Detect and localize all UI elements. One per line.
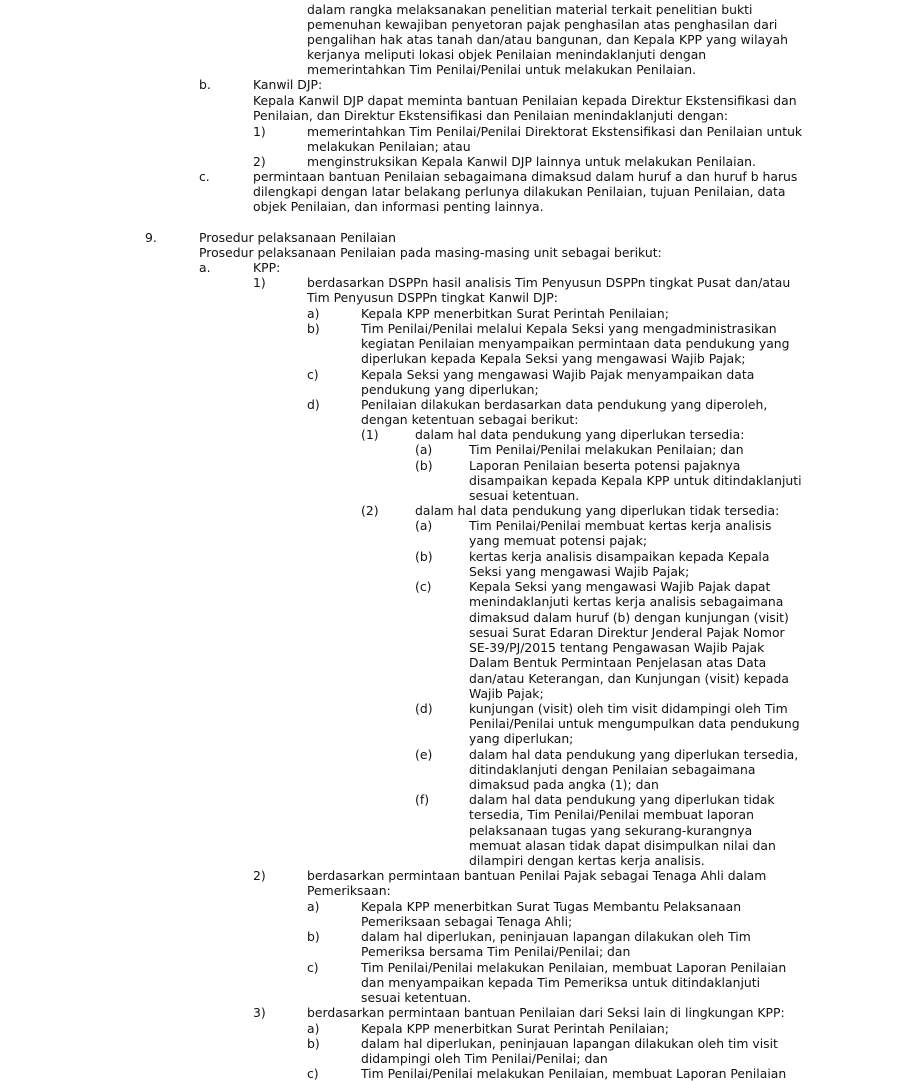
- list-marker: (f): [415, 792, 430, 807]
- line-text: Tim Penilai/Penilai membuat kertas kerja analisis: [469, 518, 772, 533]
- line-text: ditindaklanjuti dengan Penilaian sebagaimana: [469, 762, 756, 777]
- list-marker: a): [307, 306, 320, 321]
- line-text: didampingi oleh Tim Penilai/Penilai; dan: [361, 1051, 608, 1066]
- line-text: Tim Penilai/Penilai melakukan Penilaian, membuat Laporan Penilaian: [361, 960, 787, 975]
- line-text: Penilaian, dan Direktur Ekstensifikasi dan Penilaian menindaklanjuti dengan:: [253, 108, 729, 123]
- line-text: dengan ketentuan sebagai berikut:: [361, 412, 579, 427]
- line-text: Pemeriksaan:: [307, 883, 391, 898]
- line-text: dalam hal diperlukan, peninjauan lapangan dilakukan oleh Tim: [361, 929, 751, 944]
- list-marker: (c): [415, 579, 432, 594]
- line-text: objek Penilaian, dan informasi penting lainnya.: [253, 199, 544, 214]
- line-text: dilampiri dengan kertas kerja analisis.: [469, 853, 705, 868]
- line-text: dimaksud dalam huruf (b) dengan kunjungan (visit): [469, 610, 789, 625]
- line-text: memerintahkan Tim Penilai/Penilai untuk melakukan Penilaian.: [307, 62, 697, 77]
- line-text: dilengkapi dengan latar belakang perlunya dilakukan Penilaian, tujuan Penilaian, data: [253, 184, 786, 199]
- line-text: yang memuat potensi pajak;: [469, 533, 648, 548]
- line-text: berdasarkan DSPPn hasil analisis Tim Penyusun DSPPn tingkat Pusat dan/atau: [307, 275, 791, 290]
- line-text: Prosedur pelaksanaan Penilaian pada masing-masing unit sebagai berikut:: [199, 245, 662, 260]
- list-marker: (b): [415, 549, 433, 564]
- line-text: menindaklanjuti kertas kerja analisis sebagaimana: [469, 594, 784, 609]
- line-text: pendukung yang diperlukan;: [361, 382, 539, 397]
- line-text: Tim Penilai/Penilai melakukan Penilaian; dan: [469, 442, 744, 457]
- list-marker: (d): [415, 701, 433, 716]
- line-text: kertas kerja analisis disampaikan kepada Kepala: [469, 549, 770, 564]
- list-marker: b): [307, 929, 320, 944]
- line-text: dan/atau Keterangan, dan Kunjungan (visit) kepada: [469, 671, 789, 686]
- line-text: berdasarkan permintaan bantuan Penilaian dari Seksi lain di lingkungan KPP:: [307, 1005, 785, 1020]
- list-marker: (1): [361, 427, 379, 442]
- line-text: Pemeriksaan sebagai Tenaga Ahli;: [361, 914, 573, 929]
- line-text: pemenuhan kewajiban penyetoran pajak penghasilan atas penghasilan dari: [307, 17, 778, 32]
- list-marker: 2): [253, 868, 266, 883]
- line-text: kegiatan Penilaian menyampaikan permintaan data pendukung yang: [361, 336, 790, 351]
- line-text: Pemeriksa bersama Tim Penilai/Penilai; dan: [361, 944, 631, 959]
- line-text: Prosedur pelaksanaan Penilaian: [199, 230, 396, 245]
- list-marker: (a): [415, 518, 433, 533]
- line-text: dalam hal data pendukung yang diperlukan tersedia,: [469, 747, 799, 762]
- line-text: Kepala KPP menerbitkan Surat Perintah Penilaian;: [361, 1021, 669, 1036]
- line-text: pelaksanaan tugas yang sekurang-kurangnya: [469, 823, 753, 838]
- line-text: dalam hal data pendukung yang diperlukan tersedia:: [415, 427, 745, 442]
- line-text: pengalihan hak atas tanah dan/atau bangunan, dan Kepala KPP yang wilayah: [307, 32, 788, 47]
- line-text: yang diperlukan;: [469, 731, 574, 746]
- line-text: Tim Penilai/Penilai melakukan Penilaian, membuat Laporan Penilaian: [361, 1066, 787, 1081]
- list-marker: 9.: [145, 230, 157, 245]
- line-text: Tim Penilai/Penilai melalui Kepala Seksi yang mengadministrasikan: [361, 321, 777, 336]
- line-text: dalam hal diperlukan, peninjauan lapangan dilakukan oleh tim visit: [361, 1036, 778, 1051]
- line-text: Kepala KPP menerbitkan Surat Tugas Membantu Pelaksanaan: [361, 899, 742, 914]
- line-text: kerjanya meliputi lokasi objek Penilaian menindaklanjuti dengan: [307, 47, 707, 62]
- line-text: Kepala Seksi yang mengawasi Wajib Pajak dapat: [469, 579, 771, 594]
- list-marker: a): [307, 899, 320, 914]
- line-text: diperlukan kepada Kepala Seksi yang mengawasi Wajib Pajak;: [361, 351, 746, 366]
- line-text: berdasarkan permintaan bantuan Penilai Pajak sebagai Tenaga Ahli dalam: [307, 868, 767, 883]
- line-text: Dalam Bentuk Permintaan Penjelasan atas Data: [469, 655, 767, 670]
- list-marker: 2): [253, 154, 266, 169]
- list-marker: (b): [415, 458, 433, 473]
- line-text: Kepala Seksi yang mengawasi Wajib Pajak menyampaikan data: [361, 367, 755, 382]
- list-marker: (a): [415, 442, 433, 457]
- line-text: Kepala KPP menerbitkan Surat Perintah Penilaian;: [361, 306, 669, 321]
- line-text: dalam rangka melaksanakan penelitian material terkait penelitian bukti: [307, 2, 753, 17]
- line-text: dimaksud pada angka (1); dan: [469, 777, 659, 792]
- list-marker: 1): [253, 275, 266, 290]
- line-text: dalam hal data pendukung yang diperlukan tidak tersedia:: [415, 503, 780, 518]
- line-text: Wajib Pajak;: [469, 686, 544, 701]
- line-text: sesuai Surat Edaran Direktur Jenderal Pajak Nomor: [469, 625, 785, 640]
- list-marker: a): [307, 1021, 320, 1036]
- line-text: menginstruksikan Kepala Kanwil DJP lainnya untuk melakukan Penilaian.: [307, 154, 756, 169]
- line-text: Kanwil DJP:: [253, 77, 323, 92]
- list-marker: d): [307, 397, 320, 412]
- line-text: SE-39/PJ/2015 tentang Pengawasan Wajib Pajak: [469, 640, 765, 655]
- line-text: tersedia, Tim Penilai/Penilai membuat laporan: [469, 807, 754, 822]
- list-marker: (2): [361, 503, 379, 518]
- line-text: Kepala Kanwil DJP dapat meminta bantuan Penilaian kepada Direktur Ekstensifikasi dan: [253, 93, 797, 108]
- list-marker: c): [307, 960, 319, 975]
- list-marker: 3): [253, 1005, 266, 1020]
- line-text: dalam hal data pendukung yang diperlukan tidak: [469, 792, 775, 807]
- line-text: Tim Penyusun DSPPn tingkat Kanwil DJP:: [307, 290, 558, 305]
- line-text: kunjungan (visit) oleh tim visit didampingi oleh Tim: [469, 701, 788, 716]
- list-marker: c): [307, 367, 319, 382]
- line-text: Laporan Penilaian beserta potensi pajaknya: [469, 458, 741, 473]
- line-text: memerintahkan Tim Penilai/Penilai Direktorat Ekstensifikasi dan Penilaian untuk: [307, 124, 803, 139]
- line-text: Penilai/Penilai untuk mengumpulkan data pendukung: [469, 716, 800, 731]
- list-marker: b.: [199, 77, 211, 92]
- line-text: KPP:: [253, 260, 281, 275]
- line-text: sesuai ketentuan.: [469, 488, 580, 503]
- line-text: dan menyampaikan kepada Tim Pemeriksa untuk ditindaklanjuti: [361, 975, 761, 990]
- line-text: Seksi yang mengawasi Wajib Pajak;: [469, 564, 690, 579]
- list-marker: c.: [199, 169, 210, 184]
- list-marker: a.: [199, 260, 211, 275]
- line-text: permintaan bantuan Penilaian sebagaimana dimaksud dalam huruf a dan huruf b harus: [253, 169, 798, 184]
- line-text: memuat alasan tidak dapat disimpulkan nilai dan: [469, 838, 776, 853]
- list-marker: 1): [253, 124, 266, 139]
- list-marker: (e): [415, 747, 433, 762]
- line-text: sesuai ketentuan.: [361, 990, 472, 1005]
- line-text: Penilaian dilakukan berdasarkan data pendukung yang diperoleh,: [361, 397, 768, 412]
- list-marker: b): [307, 1036, 320, 1051]
- list-marker: c): [307, 1066, 319, 1081]
- list-marker: b): [307, 321, 320, 336]
- line-text: disampaikan kepada Kepala KPP untuk ditindaklanjuti: [469, 473, 802, 488]
- line-text: melakukan Penilaian; atau: [307, 139, 471, 154]
